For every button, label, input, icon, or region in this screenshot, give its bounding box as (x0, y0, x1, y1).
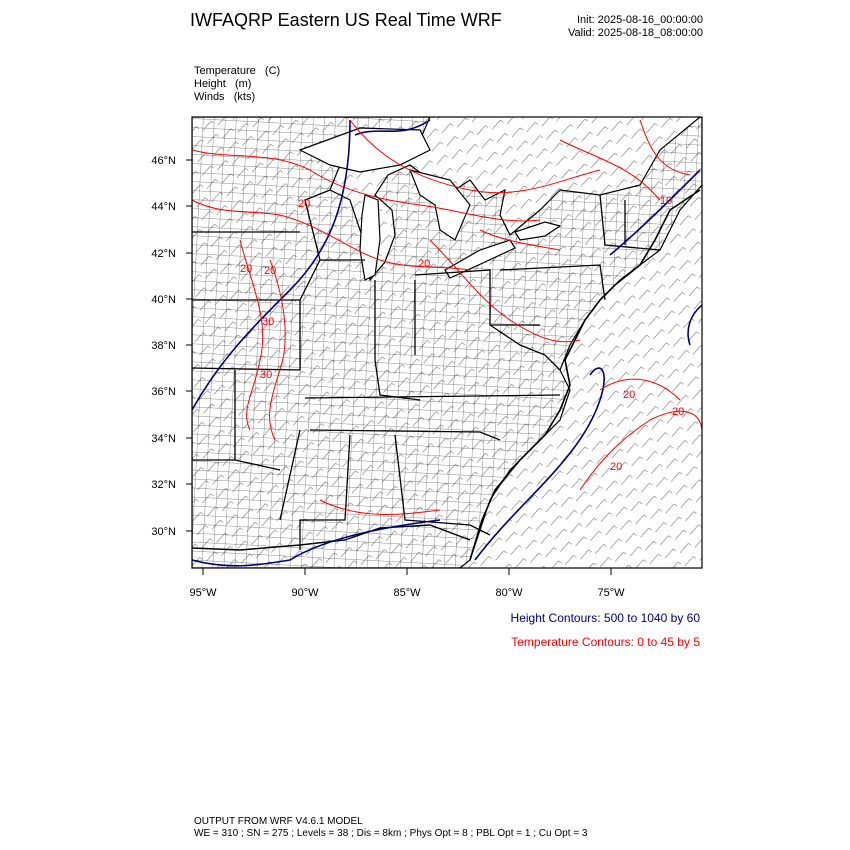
model-footer (194, 816, 587, 840)
lat-label: 30°N (151, 526, 176, 538)
contour-legend (430, 606, 700, 654)
lon-label: 75°W (597, 587, 625, 599)
map-content (192, 117, 702, 568)
footer-config: WE = 310 ; SN = 275 ; Levels = 38 ; Dis = 8km ; Phys Opt = 8 ; PBL Opt = 1 ; Cu Opt = 3 (194, 828, 588, 839)
lat-label: 36°N (151, 386, 176, 398)
contour-label: 20 (240, 263, 253, 275)
variable-winds: Winds (kts) (194, 91, 256, 103)
temperature-legend: Temperature Contours: 0 to 45 by 5 (511, 635, 700, 649)
latitude-axis (151, 155, 176, 538)
footer-model: OUTPUT FROM WRF V4.6.1 MODEL (194, 816, 363, 827)
init-time: Init: 2025-08-16_00:00:00 (577, 14, 703, 26)
height-legend: Height Contours: 500 to 1040 by 60 (510, 611, 700, 625)
longitude-axis (189, 587, 625, 599)
lon-label: 80°W (495, 587, 523, 599)
plot-title: IWFAQRP Eastern US Real Time WRF (190, 10, 502, 30)
lat-label: 38°N (151, 340, 176, 352)
contour-label: 30 (260, 369, 273, 381)
contour-label: 30 (262, 316, 275, 328)
longitude-ticks (203, 568, 611, 575)
variable-temperature: Temperature (C) (194, 65, 281, 77)
lat-label: 40°N (151, 294, 176, 306)
lon-label: 95°W (189, 587, 217, 599)
variable-height: Height (m) (194, 78, 252, 90)
lat-label: 46°N (151, 155, 176, 167)
contour-label: 10 (660, 195, 673, 207)
contour-label: 20 (610, 461, 623, 473)
contour-label: 20 (264, 265, 277, 277)
latitude-ticks (186, 160, 192, 531)
lat-label: 34°N (151, 433, 176, 445)
lat-label: 32°N (151, 479, 176, 491)
contour-label: 20 (418, 258, 431, 270)
valid-time: Valid: 2025-08-18_08:00:00 (568, 27, 703, 39)
contour-label: 20 (623, 389, 636, 401)
contour-label: 20 (672, 406, 685, 418)
lon-label: 90°W (291, 587, 319, 599)
lat-label: 42°N (151, 248, 176, 260)
contour-label: 20 (298, 198, 311, 210)
lat-label: 44°N (151, 201, 176, 213)
lon-label: 85°W (393, 587, 421, 599)
